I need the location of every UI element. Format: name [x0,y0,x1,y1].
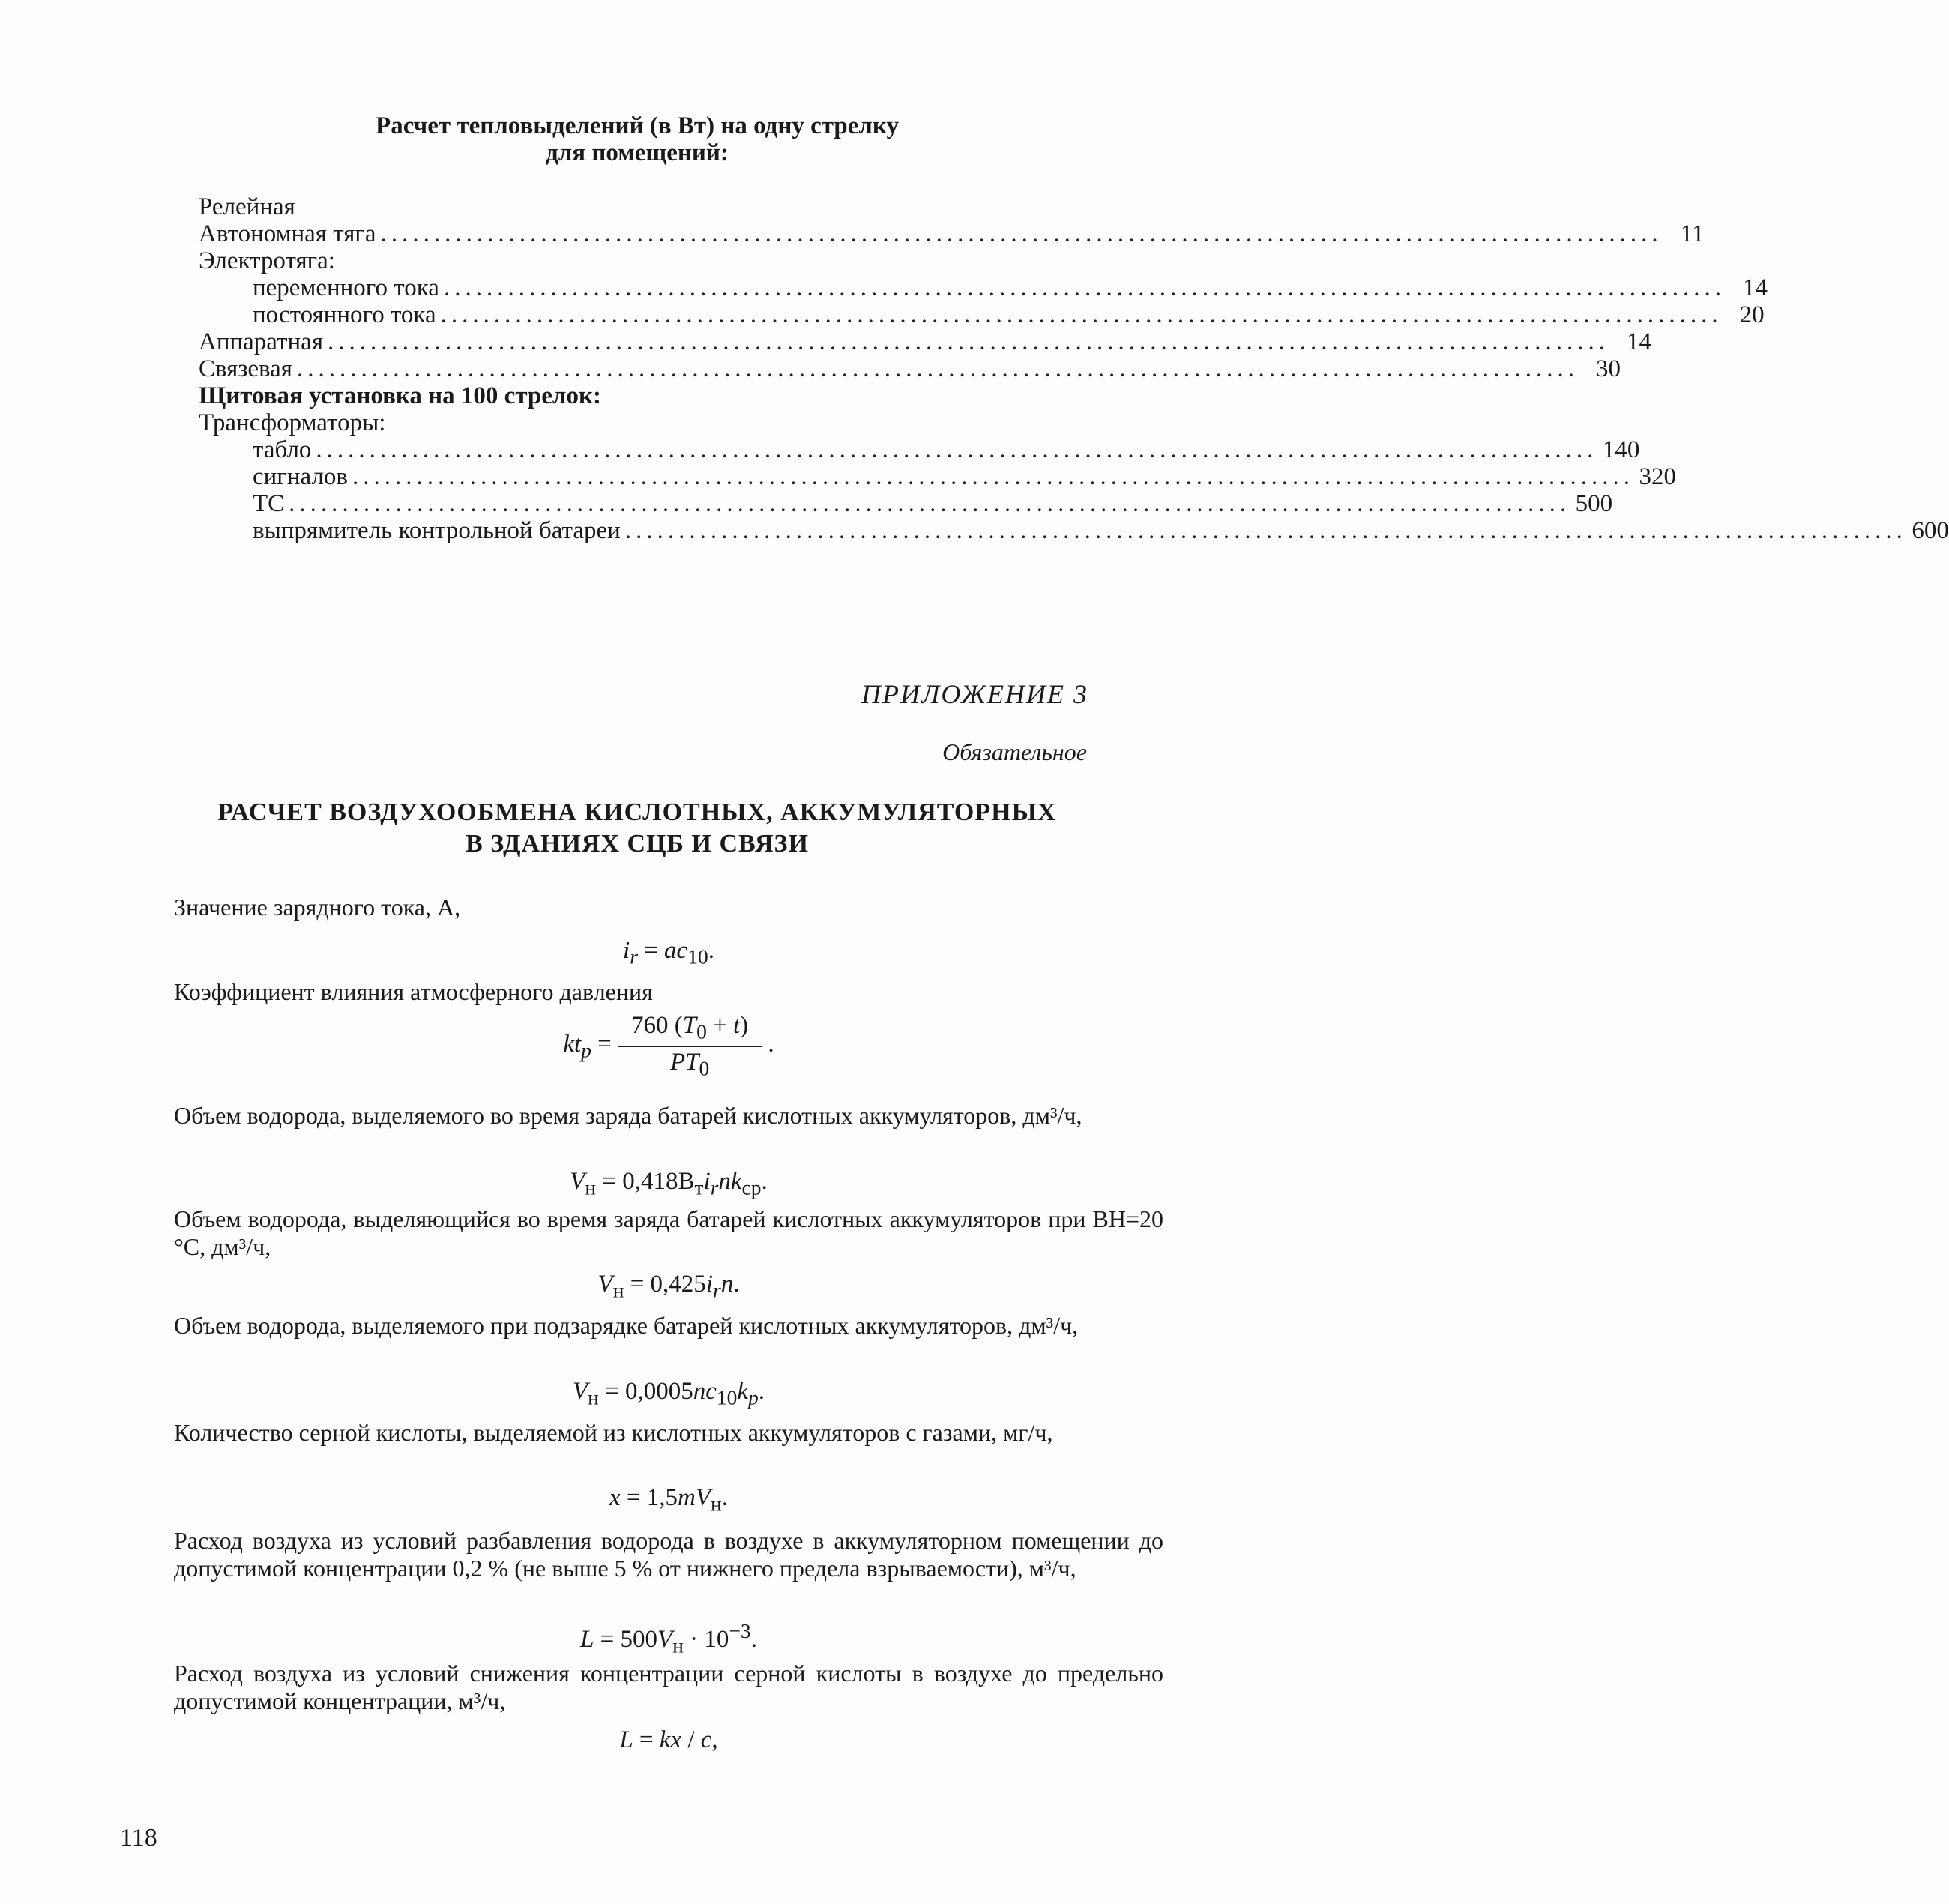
formula-hydrogen-20c: $V_н = 0,425i_rn$. [597,1271,740,1302]
leader-dots: ........................................................................................................................ [328,328,1609,355]
heat-emission-list [199,193,1949,544]
leader-dots: ........................................................................................................................ [316,436,1598,463]
leader-dots: ........................................................................................................................ [440,301,1723,328]
heat-list-label: ТС [253,490,285,517]
heat-list-row [199,463,1676,490]
leader-dots: ........................................................................................................................ [289,490,1571,517]
heat-list-row [199,355,1621,382]
heat-list-label: Аппаратная [199,328,323,355]
heat-list-value: 140 [1602,436,1640,463]
heat-list-value: 500 [1575,490,1613,517]
heat-list-row [199,193,1083,220]
paragraph-sulfuric-acid: Количество серной кислоты, выделяемой из кислотных аккумуляторов с газами, мг/ч, [174,1419,1053,1446]
heat-list-row [199,382,1083,409]
formula-pressure-coefficient: $kt_p$ = $\frac{760 (T_0 + t)}{PT_0}$ . [563,1012,774,1080]
heat-list-label: сигналов [253,463,348,490]
heat-list-label: табло [253,436,312,463]
heat-list-label: постоянного тока [253,301,436,328]
heat-list-label: Связевая [199,355,292,382]
heat-list-row [199,409,1083,436]
appendix-title: РАСЧЕТ ВОЗДУХООБМЕНА КИСЛОТНЫХ, АККУМУЛЯТОРНЫХ В ЗДАНИЯХ СЦБ И СВЯЗИ [217,798,1057,858]
paragraph-hydrogen-recharge: Объем водорода, выделяемого при подзарядке батарей кислотных аккумуляторов, дм³/ч, [174,1312,1079,1339]
heat-list-value: 600 [1912,517,1949,544]
leader-dots: ........................................................................................................................ [352,463,1634,490]
formula-air-acid: L = kx / c, [619,1726,718,1753]
heat-list-value: 11 [1680,220,1705,247]
heat-list-row [199,490,1613,517]
heat-list-row [199,517,1949,544]
heat-list-label: Электротяга: [199,247,335,274]
formula-hydrogen-charge: $V_н = 0,418В_тi_rnk_{ср}$. [570,1168,768,1199]
heat-list-row [199,247,1083,274]
heat-list-label: Трансформаторы: [199,409,386,436]
formula-sulfuric-acid: $x = 1,5mV_н$. [609,1484,728,1516]
formula-hydrogen-recharge: $V_н = 0,0005nc_{10}k_p$. [572,1378,765,1409]
heat-list-row [199,274,1768,301]
heat-list-row [199,328,1651,355]
appendix-label: ПРИЛОЖЕНИЕ 3 [861,679,1088,709]
appendix-status: Обязательное [942,738,1087,765]
leader-dots: ........................................................................................................................ [624,517,1907,544]
leader-dots: ........................................................................................................................ [443,274,1726,301]
heat-list-label: выпрямитель контрольной батареи [253,517,621,544]
heat-list-label: Автономная тяга [199,220,376,247]
paragraph-hydrogen-charge: Объем водорода, выделяемого во время заряда батарей кислотных аккумуляторов, дм³/ч, [174,1102,1082,1129]
paragraph-hydrogen-20c: Объем водорода, выделяющийся во время заряда батарей кислотных аккумуляторов при ВН=20 °С, дм³/ч, [174,1205,1163,1260]
paragraph-air-dilution: Расход воздуха из условий разбавления водорода в воздухе в аккумуляторном помещении до допустимой концентрации 0,2 % (не выше 5 % от нижнего предела взрываемости), м³/ч, [174,1527,1163,1582]
formula-air-dilution: $L = 500V_н \cdot 10^{-3}$. [580,1619,757,1657]
heat-list-value: 320 [1639,463,1676,490]
formula-charge-current: $i_r = ac_{10}$. [623,937,714,968]
heat-section-title: Расчет тепловыделений (в Вт) на одну стрелку для помещений: [376,112,899,166]
heat-list-row [199,436,1640,463]
paragraph-charge-current: Значение зарядного тока, А, [174,894,461,921]
page-number: 118 [120,1824,157,1852]
heat-list-value: 30 [1596,355,1621,382]
heat-list-value: 14 [1627,328,1651,355]
leader-dots: ........................................................................................................................ [380,220,1663,247]
leader-dots: ........................................................................................................................ [297,355,1579,382]
pressure-fraction: $\frac{760 (T_0 + t)}{PT_0}$ [618,1012,762,1080]
heat-list-row [199,301,1765,328]
heat-list-value: 14 [1742,274,1768,301]
heat-list-label: Релейная [199,193,295,220]
paragraph-air-acid: Расход воздуха из условий снижения концентрации серной кислоты в воздухе до предельно допустимой концентрации, м³/ч, [174,1660,1163,1714]
heat-list-label: переменного тока [253,274,439,301]
paragraph-pressure-coefficient: Коэффициент влияния атмосферного давления [174,978,653,1005]
heat-list-label: Щитовая установка на 100 стрелок: [199,382,601,409]
heat-list-row [199,220,1705,247]
heat-list-value: 20 [1739,301,1765,328]
